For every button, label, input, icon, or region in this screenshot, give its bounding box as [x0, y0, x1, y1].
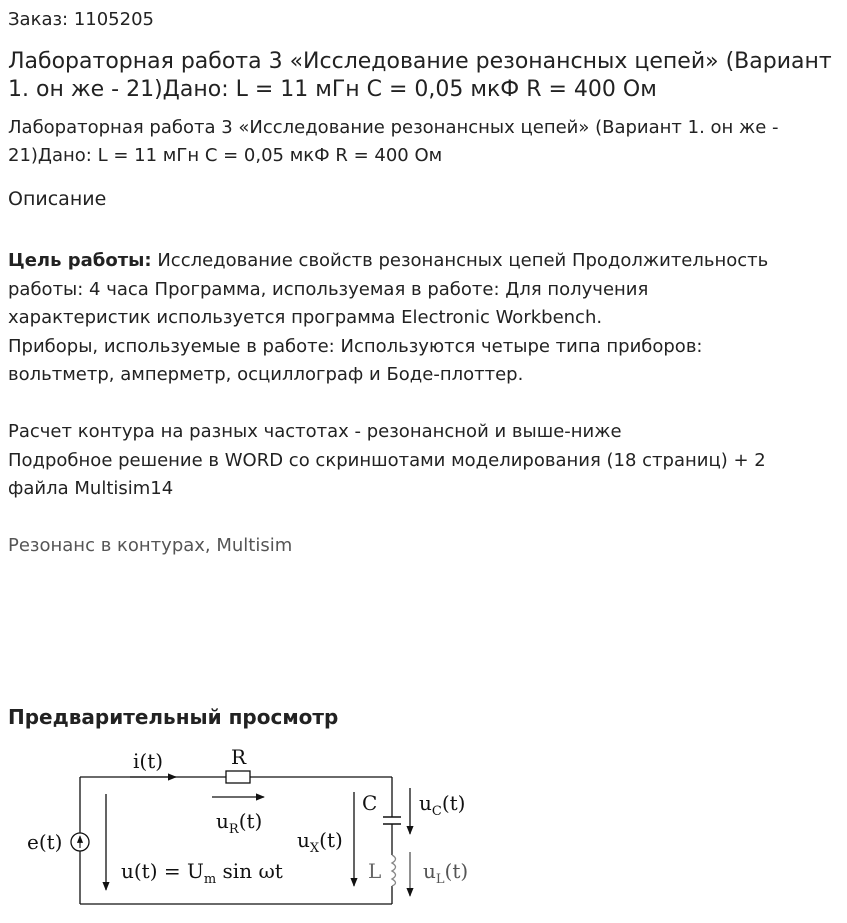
goal-text: Исследование свойств резонансных цепей Продолжительность	[151, 250, 769, 271]
ul-label: $u_L(t)$	[423, 859, 469, 887]
subtitle-line-1: Лабораторная работа 3 «Исследование резонансных цепей» (Вариант 1. он же -	[8, 117, 779, 138]
description-line: вольтметр, амперметр, осциллограф и Боде-плоттер.	[8, 364, 524, 385]
calc-line: Подробное решение в WORD со скриншотами моделирования (18 страниц) + 2	[8, 449, 766, 471]
tags[interactable]: Резонанс в контурах, Multisim	[8, 535, 293, 556]
circuit-wires	[80, 777, 392, 904]
preview-heading: Предварительный просмотр	[8, 705, 339, 729]
ur-label: $u_R(t)$	[216, 809, 263, 837]
uc-label: $u_C(t)$	[419, 791, 466, 819]
inductor-symbol	[392, 855, 396, 886]
current-label: i(t)	[133, 749, 164, 773]
description-line: Приборы, используемые в работе: Используются четыре типа приборов:	[8, 335, 703, 357]
circuit-diagram	[0, 740, 520, 923]
inductor-label: L	[368, 859, 382, 883]
description-line: работы: 4 часа Программа, используемая в работе: Для получения	[8, 278, 649, 300]
source-label: e(t)	[27, 830, 63, 854]
description-line: характеристик используется программа Electronic Workbench.	[8, 307, 603, 328]
page-title: Лабораторная работа 3 «Исследование резонансных цепей» (Вариант 1. он же - 21)Дано: L = 11 мГн C = 0,05 мкФ R = 400 Ом	[8, 49, 832, 102]
order-number: Заказ: 1105205	[8, 9, 154, 30]
calc-line: Расчет контура на разных частотах - резонансной и выше-ниже	[8, 421, 622, 442]
capacitor-symbol	[383, 817, 401, 824]
description-heading: Описание	[8, 188, 107, 210]
goal-line	[8, 247, 838, 276]
spacer	[8, 390, 838, 419]
subtitle-line-2: 21)Дано: L = 11 мГн C = 0,05 мкФ R = 400 Ом	[8, 145, 443, 166]
resistor-label: R	[231, 745, 247, 769]
u-equation: $u(t) = U_m$ sin ωt	[121, 859, 283, 887]
resistor-symbol	[226, 771, 250, 783]
goal-label: Цель работы:	[8, 250, 152, 271]
ux-label: $u_X(t)$	[297, 828, 343, 856]
page-subtitle	[8, 114, 828, 170]
capacitor-label: C	[362, 791, 378, 815]
calc-line: файла Multisim14	[8, 478, 174, 499]
description-body	[8, 247, 838, 504]
